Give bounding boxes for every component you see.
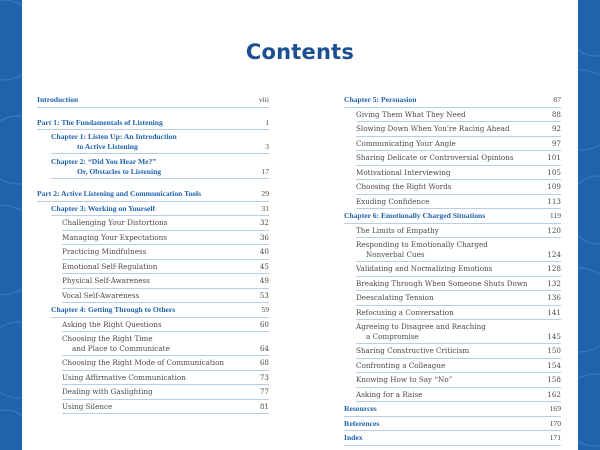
toc-entry-label xyxy=(356,240,535,259)
toc-entry-page: 128 xyxy=(547,264,561,273)
toc-rule xyxy=(356,343,561,344)
toc-entry-page: 40 xyxy=(259,247,269,256)
contents-page xyxy=(22,0,578,450)
toc-entry xyxy=(37,218,269,228)
toc-entry xyxy=(37,157,269,176)
toc-entry xyxy=(37,358,269,368)
toc-entry-label: Part 2: Active Listening and Communication Tools xyxy=(37,189,202,198)
toc-entry-label: Resources xyxy=(344,404,377,413)
toc-rule xyxy=(344,430,561,431)
toc-rule xyxy=(356,194,561,195)
toc-rule xyxy=(356,319,561,320)
toc-entry-label-line: Choosing the Right Time xyxy=(62,334,153,343)
toc-rule xyxy=(344,445,561,446)
toc-entry-page: 81 xyxy=(259,401,269,411)
toc-entry xyxy=(344,419,561,429)
toc-entry xyxy=(344,390,561,400)
toc-entry-page: 59 xyxy=(261,305,269,314)
toc-entry-page: 150 xyxy=(547,346,561,355)
toc-rule xyxy=(62,288,269,289)
toc-rule xyxy=(356,179,561,180)
toc-entry-label: Sharing Delicate or Controversial Opinions xyxy=(356,153,514,162)
toc-entry-page: 92 xyxy=(551,124,561,133)
toc-entry-label: Challenging Your Distortions xyxy=(62,218,168,227)
toc-entry-page: 17 xyxy=(261,166,269,176)
toc-entry-label: Chapter 6: Emotionally Charged Situations xyxy=(344,211,486,220)
toc-entry-label: Choosing the Right Words xyxy=(356,182,452,191)
toc-entry-label-line: a Compromise xyxy=(366,331,419,341)
toc-entry-page: 109 xyxy=(547,182,561,191)
toc-entry-page: 120 xyxy=(547,225,561,235)
toc-entry xyxy=(37,189,269,199)
toc-entry xyxy=(344,182,561,192)
toc-rule xyxy=(51,215,269,216)
toc-rule xyxy=(62,302,269,303)
toc-entry-label-line: and Place to Communicate xyxy=(72,343,170,353)
toc-entry xyxy=(37,291,269,301)
toc-entry xyxy=(37,320,269,330)
toc-entry-label: Communicating Your Angle xyxy=(356,138,456,148)
toc-entry xyxy=(344,404,561,414)
toc-entry-page: 145 xyxy=(547,331,561,341)
toc-entry-label: Deescalating Tension xyxy=(356,293,434,302)
toc-entry-label: Managing Your Expectations xyxy=(62,232,167,242)
toc-entry xyxy=(344,110,561,120)
toc-rule xyxy=(356,276,561,277)
toc-entry xyxy=(344,226,561,236)
toc-entry-label: Vocal Self-Awareness xyxy=(62,290,140,300)
toc-rule xyxy=(356,401,561,402)
toc-entry xyxy=(37,95,269,105)
toc-entry-label: Sharing Constructive Criticism xyxy=(356,346,470,355)
toc-entry-page: 36 xyxy=(259,232,269,242)
toc-entry-label: Giving Them What They Need xyxy=(356,109,466,119)
toc-rule xyxy=(356,208,561,209)
toc-rule xyxy=(37,129,269,130)
toc-entry xyxy=(344,322,561,341)
toc-rule xyxy=(62,399,269,400)
toc-rule xyxy=(344,107,561,108)
toc-entry-page: 136 xyxy=(547,293,561,302)
toc-entry xyxy=(344,346,561,356)
toc-rule xyxy=(356,237,561,238)
toc-entry-label: Validating and Normalizing Emotions xyxy=(356,264,493,273)
toc-right-column xyxy=(344,93,561,446)
toc-rule xyxy=(62,413,269,414)
toc-rule xyxy=(62,259,269,260)
toc-rule xyxy=(356,290,561,291)
toc-entry xyxy=(344,433,561,443)
left-decorative-border xyxy=(0,0,22,450)
toc-entry-page: 158 xyxy=(547,375,561,384)
toc-entry-page: 87 xyxy=(553,95,561,104)
toc-rule xyxy=(356,358,561,359)
toc-entry-label: The Limits of Empathy xyxy=(356,225,439,235)
toc-entry-label xyxy=(356,322,535,341)
toc-rule xyxy=(356,305,561,306)
toc-rule xyxy=(356,387,561,388)
toc-entry-label-line: to Active Listening xyxy=(77,141,138,151)
circle-pattern-icon xyxy=(0,0,22,450)
toc-entry-label: Dealing with Gaslighting xyxy=(62,387,153,396)
toc-entry xyxy=(344,375,561,385)
toc-entry-page: 170 xyxy=(549,418,561,428)
toc-entry-label xyxy=(51,132,243,151)
toc-entry-page: 77 xyxy=(259,387,269,396)
toc-rule xyxy=(356,372,561,373)
toc-entry xyxy=(344,197,561,207)
toc-entry xyxy=(344,308,561,318)
toc-entry xyxy=(37,247,269,257)
toc-entry-label: Emotional Self-Regulation xyxy=(62,261,158,271)
toc-entry-label: Physical Self-Awareness xyxy=(62,276,150,285)
toc-entry-label: Index xyxy=(344,433,363,442)
toc-rule xyxy=(51,317,269,318)
toc-entry-page: 32 xyxy=(259,218,269,227)
toc-entry xyxy=(344,211,561,221)
toc-entry-page: 132 xyxy=(547,278,561,288)
toc-entry-label: Asking the Right Questions xyxy=(62,319,162,329)
toc-entry xyxy=(344,124,561,134)
toc-entry xyxy=(344,264,561,274)
toc-entry-label: Choosing the Right Mode of Communication xyxy=(62,358,225,367)
toc-rule xyxy=(356,121,561,122)
toc-entry-page: 105 xyxy=(547,167,561,177)
toc-rule xyxy=(37,201,269,202)
toc-entry xyxy=(344,293,561,303)
toc-rule xyxy=(37,107,269,108)
toc-entry-page: 64 xyxy=(259,343,269,353)
toc-entry xyxy=(37,387,269,397)
toc-entry xyxy=(37,132,269,151)
toc-entry-label: Exuding Confidence xyxy=(356,196,430,206)
toc-rule xyxy=(344,223,561,224)
toc-entry-page: 60 xyxy=(259,319,269,329)
toc-entry-label-line: Or, Obstacles to Listening xyxy=(77,166,162,176)
toc-entry xyxy=(37,204,269,214)
toc-entry-page: 154 xyxy=(547,360,561,370)
toc-left-column xyxy=(37,93,269,414)
toc-entry-label: Chapter 3: Working on Yourself xyxy=(51,203,156,213)
toc-entry-label: Using Affirmative Communication xyxy=(62,372,186,382)
toc-entry-label: Refocusing a Conversation xyxy=(356,307,454,317)
toc-entry-label: Chapter 4: Getting Through to Others xyxy=(51,305,176,314)
toc-entry xyxy=(37,373,269,383)
toc-entry xyxy=(344,240,561,259)
toc-entry-label: Knowing How to Say “No” xyxy=(356,375,453,384)
toc-entry-label-line: Responding to Emotionally Charged xyxy=(356,240,488,249)
toc-entry xyxy=(344,361,561,371)
toc-rule xyxy=(62,355,269,356)
toc-entry-page: 31 xyxy=(261,203,269,213)
toc-entry-page: 73 xyxy=(259,372,269,382)
toc-entry xyxy=(344,139,561,149)
toc-entry-label xyxy=(62,334,243,353)
toc-rule xyxy=(62,230,269,231)
toc-rule xyxy=(356,136,561,137)
toc-rule xyxy=(62,331,269,332)
toc-entry-label-line: Chapter 1: Listen Up: An Introduction xyxy=(51,132,177,141)
toc-entry-label: Practicing Mindfulness xyxy=(62,247,147,256)
page-title: Contents xyxy=(245,40,355,64)
toc-rule xyxy=(62,370,269,371)
toc-rule xyxy=(356,165,561,166)
toc-entry-page: 29 xyxy=(261,189,269,198)
toc-entry-page: 101 xyxy=(547,153,561,162)
toc-entry-label: Part 1: The Fundamentals of Listening xyxy=(37,117,163,127)
toc-entry-label: Breaking Through When Someone Shuts Down xyxy=(356,278,528,288)
toc-entry xyxy=(37,118,269,128)
toc-entry-label-line: Nonverbal Cues xyxy=(366,249,425,259)
toc-entry xyxy=(37,305,269,315)
toc-entry-page: 49 xyxy=(259,276,269,285)
toc-entry xyxy=(37,233,269,243)
toc-entry xyxy=(344,279,561,289)
toc-entry-page: 171 xyxy=(549,433,561,442)
toc-entry-page: 1 xyxy=(265,117,269,127)
toc-entry xyxy=(37,334,269,353)
toc-entry-page: 162 xyxy=(547,389,561,399)
toc-rule xyxy=(356,150,561,151)
toc-entry xyxy=(37,276,269,286)
toc-rule xyxy=(344,416,561,417)
toc-entry-page: 3 xyxy=(265,141,269,151)
toc-rule xyxy=(62,244,269,245)
toc-entry-page: 53 xyxy=(259,290,269,300)
toc-entry-page: 97 xyxy=(551,138,561,148)
toc-entry-page: 124 xyxy=(547,249,561,259)
toc-entry-label: Asking for a Raise xyxy=(356,389,423,399)
toc-entry-label: Slowing Down When You're Racing Ahead xyxy=(356,124,510,133)
toc-entry-page: 68 xyxy=(259,358,269,367)
toc-entry-label: Chapter 5: Persuasion xyxy=(344,95,417,104)
toc-rule xyxy=(62,384,269,385)
toc-entry-label: Motivational Interviewing xyxy=(356,167,451,177)
toc-entry xyxy=(37,402,269,412)
toc-entry-page: viii xyxy=(258,95,269,104)
toc-entry-page: 119 xyxy=(549,211,561,220)
toc-entry-label: Using Silence xyxy=(62,401,113,411)
toc-rule xyxy=(356,261,561,262)
toc-rule xyxy=(51,178,269,179)
toc-entry-label-line: Agreeing to Disagree and Reaching xyxy=(356,322,486,331)
toc-entry xyxy=(344,168,561,178)
toc-entry-page: 88 xyxy=(551,109,561,119)
toc-entry-page: 141 xyxy=(547,307,561,317)
toc-entry-label-line: Chapter 2: “Did You Hear Me?” xyxy=(51,157,157,166)
toc-entry-page: 169 xyxy=(549,404,561,413)
toc-entry-page: 113 xyxy=(547,196,561,206)
toc-entry xyxy=(37,262,269,272)
right-decorative-border xyxy=(578,0,600,450)
toc-entry-label: References xyxy=(344,418,380,428)
toc-rule xyxy=(62,273,269,274)
circle-pattern-icon xyxy=(578,0,600,450)
toc-entry xyxy=(344,95,561,105)
toc-entry-label: Confronting a Colleague xyxy=(356,360,446,370)
toc-entry-page: 45 xyxy=(259,261,269,271)
toc-rule xyxy=(51,153,269,154)
toc-entry-label: Introduction xyxy=(37,95,79,104)
toc-entry-label xyxy=(51,157,243,176)
toc-entry xyxy=(344,153,561,163)
